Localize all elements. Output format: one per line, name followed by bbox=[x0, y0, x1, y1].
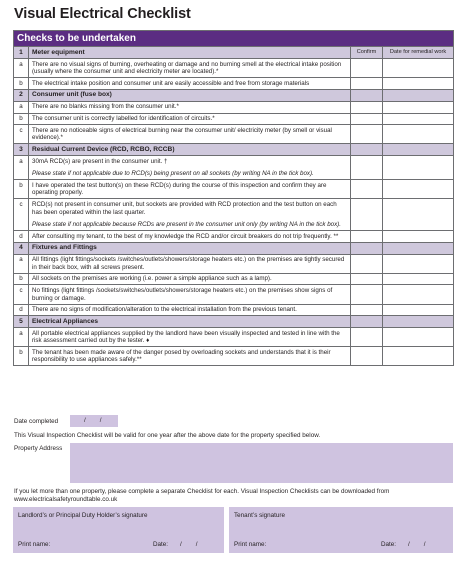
remedial-header bbox=[383, 144, 454, 156]
row-letter: d bbox=[14, 304, 29, 316]
confirm-box[interactable] bbox=[351, 273, 383, 285]
section-number: 4 bbox=[14, 242, 29, 254]
remedial-date-box[interactable] bbox=[383, 101, 454, 113]
checklist-row bbox=[14, 285, 454, 304]
row-text: There are no noticeable signs of electrical burning near the consumer unit/ electricity meter (by smell or visual evidence).* bbox=[32, 126, 332, 142]
checklist-row bbox=[14, 125, 454, 144]
tenant-signature-label: Tenant’s signature bbox=[234, 512, 285, 519]
remedial-date-box[interactable] bbox=[383, 328, 454, 347]
remedial-header: Date for remedial work bbox=[383, 47, 454, 59]
row-text-cell bbox=[29, 78, 351, 90]
remedial-header bbox=[383, 316, 454, 328]
row-text-cell bbox=[29, 101, 351, 113]
row-text: All sockets on the premises are working (i.e. power a simple appliance such as a lamp). bbox=[32, 275, 272, 283]
checklist-row bbox=[14, 273, 454, 285]
row-text-cell bbox=[29, 328, 351, 347]
confirm-box[interactable] bbox=[351, 113, 383, 125]
row-text-cell bbox=[29, 113, 351, 125]
checklist-row bbox=[14, 328, 454, 347]
checklist-row bbox=[14, 254, 454, 273]
section-header bbox=[14, 47, 454, 59]
row-text: I have operated the test button(s) on these RCD(s) during the course of this inspection and confirm they are operating properly. bbox=[32, 181, 327, 197]
remedial-date-box[interactable] bbox=[383, 125, 454, 144]
landlord-signature-box[interactable] bbox=[13, 507, 224, 553]
confirm-box[interactable] bbox=[351, 101, 383, 113]
confirm-header bbox=[351, 316, 383, 328]
row-text: 30mA RCD(s) are present in the consumer unit. † bbox=[32, 157, 168, 165]
confirm-box[interactable] bbox=[351, 231, 383, 243]
confirm-header bbox=[351, 89, 383, 101]
remedial-date-box[interactable] bbox=[383, 347, 454, 366]
row-text-cell bbox=[29, 156, 351, 180]
section-title: Fixtures and Fittings bbox=[29, 242, 351, 254]
remedial-date-box[interactable] bbox=[383, 231, 454, 243]
section-number: 2 bbox=[14, 89, 29, 101]
remedial-date-box[interactable] bbox=[383, 199, 454, 231]
section-header bbox=[14, 89, 454, 101]
section-title: Residual Current Device (RCD, RCBO, RCCB) bbox=[29, 144, 351, 156]
row-note: Please state if not applicable because RCDs are present in the consumer unit only (by writing NA in the tick box). bbox=[32, 221, 341, 229]
checks-band bbox=[14, 31, 454, 47]
checklist-table bbox=[13, 30, 454, 366]
confirm-box[interactable] bbox=[351, 285, 383, 304]
remedial-date-box[interactable] bbox=[383, 180, 454, 199]
row-letter: a bbox=[14, 328, 29, 347]
row-text: RCD(s) not present in consumer unit, but sockets are provided with RCD protection and the test button on each has been operated within the last quarter. bbox=[32, 200, 337, 216]
row-text-cell bbox=[29, 180, 351, 199]
landlord-date-slashes: / / bbox=[180, 541, 198, 548]
checklist-row bbox=[14, 347, 454, 366]
remedial-date-box[interactable] bbox=[383, 113, 454, 125]
section-title: Electrical Appliances bbox=[29, 316, 351, 328]
section-number: 1 bbox=[14, 47, 29, 59]
remedial-date-box[interactable] bbox=[383, 254, 454, 273]
row-text: After consulting my tenant, to the best of my knowledge the RCD and/or circuit breakers do not trip frequently. ** bbox=[32, 232, 339, 240]
row-text-cell bbox=[29, 347, 351, 366]
row-letter: a bbox=[14, 59, 29, 78]
row-text: All portable electrical appliances supplied by the landlord have been visually inspected and tested in line with the risk assessment carried out by the tester. ♦ bbox=[32, 329, 340, 345]
confirm-header bbox=[351, 144, 383, 156]
section-number: 3 bbox=[14, 144, 29, 156]
confirm-header: Confirm bbox=[351, 47, 383, 59]
row-text: The tenant has been made aware of the danger posed by overloading sockets and understands that it is their responsibility to use appliances safely.** bbox=[32, 348, 331, 364]
remedial-header bbox=[383, 89, 454, 101]
section-header bbox=[14, 144, 454, 156]
more-properties-note: If you let more than one property, please complete a separate Checklist for each. Visual Inspection Checklists can be downloaded from www.electricalsafetyroundtable.co.uk bbox=[14, 488, 390, 503]
remedial-date-box[interactable] bbox=[383, 78, 454, 90]
checklist-row bbox=[14, 304, 454, 316]
checklist-row bbox=[14, 231, 454, 243]
tenant-print-name-label: Print name: bbox=[234, 541, 267, 548]
section-number: 5 bbox=[14, 316, 29, 328]
row-text: The consumer unit is correctly labelled for identification of circuits.* bbox=[32, 115, 215, 122]
validity-text: This Visual Inspection Checklist will be valid for one year after the above date for the property specified below. bbox=[14, 432, 321, 439]
date-completed-slashes: / / bbox=[84, 417, 102, 424]
confirm-box[interactable] bbox=[351, 328, 383, 347]
row-letter: a bbox=[14, 101, 29, 113]
row-letter: c bbox=[14, 199, 29, 231]
confirm-box[interactable] bbox=[351, 156, 383, 180]
row-text: There are no visual signs of burning, overheating or damage and no burning smell at the electrical intake position (usually where the consumer unit and electricity meter are located).* bbox=[32, 60, 342, 76]
remedial-date-box[interactable] bbox=[383, 156, 454, 180]
confirm-box[interactable] bbox=[351, 180, 383, 199]
row-text-cell bbox=[29, 273, 351, 285]
checklist-row bbox=[14, 156, 454, 180]
row-text-cell bbox=[29, 231, 351, 243]
section-header bbox=[14, 242, 454, 254]
row-text-cell bbox=[29, 304, 351, 316]
confirm-box[interactable] bbox=[351, 304, 383, 316]
remedial-date-box[interactable] bbox=[383, 304, 454, 316]
remedial-date-box[interactable] bbox=[383, 59, 454, 78]
section-title: Meter equipment bbox=[29, 47, 351, 59]
checklist-row bbox=[14, 59, 454, 78]
section-title: Consumer unit (fuse box) bbox=[29, 89, 351, 101]
landlord-print-name-label: Print name: bbox=[18, 541, 51, 548]
row-letter: c bbox=[14, 285, 29, 304]
row-letter: b bbox=[14, 273, 29, 285]
date-completed-field[interactable] bbox=[70, 415, 118, 427]
confirm-box[interactable] bbox=[351, 254, 383, 273]
row-letter: b bbox=[14, 180, 29, 199]
row-letter: c bbox=[14, 125, 29, 144]
landlord-signature-label: Landlord’s or Principal Duty Holder’s signature bbox=[18, 512, 148, 519]
checklist-row bbox=[14, 199, 454, 231]
checklist-row bbox=[14, 180, 454, 199]
property-address-field[interactable] bbox=[70, 443, 453, 483]
page-title: Visual Electrical Checklist bbox=[14, 6, 191, 22]
row-text-cell bbox=[29, 59, 351, 78]
tenant-date-label: Date: bbox=[381, 541, 397, 548]
remedial-header bbox=[383, 242, 454, 254]
confirm-box[interactable] bbox=[351, 347, 383, 366]
tenant-date-slashes: / / bbox=[408, 541, 426, 548]
confirm-box[interactable] bbox=[351, 78, 383, 90]
row-letter: b bbox=[14, 113, 29, 125]
row-letter: a bbox=[14, 156, 29, 180]
row-text: There are no blanks missing from the consumer unit.* bbox=[32, 103, 179, 111]
confirm-box[interactable] bbox=[351, 59, 383, 78]
property-address-label: Property Address bbox=[14, 445, 63, 452]
date-completed-label: Date completed bbox=[14, 418, 59, 425]
checklist-row bbox=[14, 101, 454, 113]
remedial-date-box[interactable] bbox=[383, 285, 454, 304]
tenant-signature-box[interactable] bbox=[229, 507, 453, 553]
row-text-cell bbox=[29, 199, 351, 231]
row-letter: b bbox=[14, 78, 29, 90]
remedial-date-box[interactable] bbox=[383, 273, 454, 285]
confirm-box[interactable] bbox=[351, 199, 383, 231]
checklist-row bbox=[14, 78, 454, 90]
row-text: All fittings (light fittings/sockets /switches/outlets/showers/storage heaters etc.) on the premises are tightly secured in their back box, with all screws present. bbox=[32, 256, 345, 271]
confirm-header bbox=[351, 242, 383, 254]
row-letter: b bbox=[14, 347, 29, 366]
row-letter: d bbox=[14, 231, 29, 243]
row-text-cell bbox=[29, 125, 351, 144]
landlord-date-label: Date: bbox=[153, 541, 169, 548]
row-text: There are no signs of modification/alteration to the electrical installation from the previous tenant. bbox=[32, 306, 297, 314]
row-text: No fittings (light fittings /sockets/switches/outlets/showers/storage heaters etc.) on the premises show signs of burning or damage. bbox=[32, 286, 333, 302]
row-text-cell bbox=[29, 285, 351, 304]
row-letter: a bbox=[14, 254, 29, 273]
section-header bbox=[14, 316, 454, 328]
checks-band-label: Checks to be undertaken bbox=[14, 31, 454, 47]
row-text: The electrical intake position and consumer unit are easily accessible and free from storage materials bbox=[32, 79, 310, 87]
row-note: Please state if not applicable due to RCD(s) being present on all sockets (by writing NA in the tick box). bbox=[32, 170, 314, 178]
checklist-row bbox=[14, 113, 454, 125]
confirm-box[interactable] bbox=[351, 125, 383, 144]
row-text-cell bbox=[29, 254, 351, 273]
